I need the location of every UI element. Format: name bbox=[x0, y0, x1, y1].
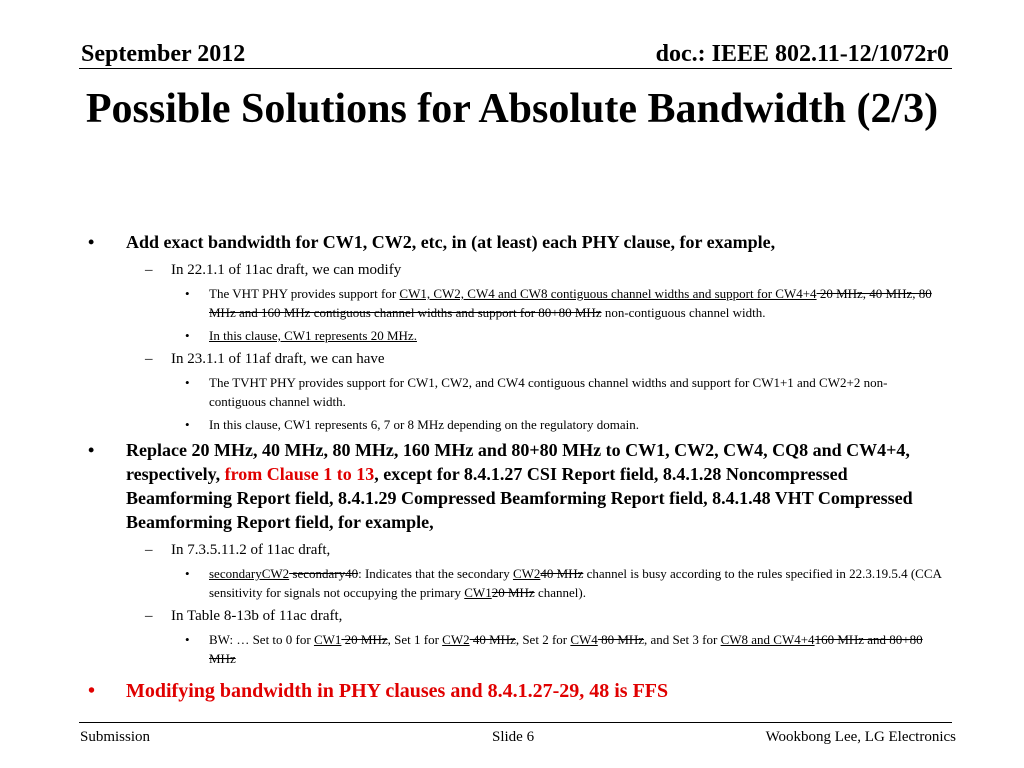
bullet-3-text: Modifying bandwidth in PHY clauses and 8.4.1.27-29, 48 is FFS bbox=[126, 680, 669, 702]
item-1-2-1 bbox=[92, 373, 944, 411]
deleted-text: 160 MHz and 80+80 MHz bbox=[209, 632, 923, 666]
sub-bullet-1-2-text: In 23.1.1 of 11af draft, we can have bbox=[171, 351, 385, 367]
inserted-text: In this clause, CW1 represents 20 MHz. bbox=[209, 328, 417, 343]
bullet-glyph: • bbox=[185, 417, 190, 432]
item-text: BW: … Set to 0 for bbox=[209, 632, 314, 647]
item-text: , Set 1 for bbox=[387, 632, 443, 647]
inserted-text: CW8 and CW4+4 bbox=[720, 632, 815, 647]
inserted-text: CW2 bbox=[512, 566, 541, 581]
dash-glyph: – bbox=[145, 608, 153, 624]
deleted-text: secondary40 bbox=[289, 566, 359, 581]
header-doc-id: doc.: IEEE 802.11-12/1072r0 bbox=[655, 41, 949, 67]
bullet-glyph: • bbox=[88, 680, 96, 702]
deleted-text: 20 MHz, 40 MHz, 80 MHz and 160 MHz contiguous channel widths and support for 80+80 MHz bbox=[209, 286, 932, 320]
bullet-1 bbox=[88, 230, 944, 254]
deleted-text: 20 MHz bbox=[341, 632, 388, 647]
sub-bullet-2-2-text: In Table 8-13b of 11ac draft, bbox=[171, 608, 343, 624]
sub-bullet-2-1 bbox=[92, 540, 944, 560]
item-text: , and Set 3 for bbox=[644, 632, 721, 647]
item-1-1-2 bbox=[92, 326, 944, 345]
dash-glyph: – bbox=[145, 351, 153, 367]
bullet-glyph: • bbox=[185, 566, 190, 581]
header-divider bbox=[79, 68, 952, 69]
item-text: : Indicates that the secondary bbox=[358, 566, 513, 581]
sub-bullet-1-1-text: In 22.1.1 of 11ac draft, we can modify bbox=[171, 262, 402, 278]
sub-bullet-1-1 bbox=[92, 260, 944, 280]
inserted-text: CW1 bbox=[313, 632, 342, 647]
inserted-text: CW1, CW2, CW4 and CW8 contiguous channel widths and support for CW4+4 bbox=[399, 286, 817, 301]
sub-bullet-2-1-text: In 7.3.5.11.2 of 11ac draft, bbox=[171, 542, 331, 558]
item-2-1-1 bbox=[92, 564, 944, 602]
bullet-glyph: • bbox=[88, 440, 95, 460]
inserted-text: CW4 bbox=[570, 632, 598, 647]
bullet-1-text: Add exact bandwidth for CW1, CW2, etc, in (at least) each PHY clause, for example, bbox=[126, 232, 776, 252]
bullet-glyph: • bbox=[185, 632, 190, 647]
sub-bullet-1-2 bbox=[92, 349, 944, 369]
dash-glyph: – bbox=[145, 542, 153, 558]
bullet-glyph: • bbox=[185, 375, 190, 390]
bullet-glyph: • bbox=[185, 328, 190, 343]
deleted-text: 20 MHz bbox=[491, 585, 535, 600]
item-text: channel). bbox=[534, 585, 586, 600]
item-text: The TVHT PHY provides support for CW1, CW2, and CW4 contiguous channel widths and support for CW1+1 and CW2+2 non-contiguous channel width. bbox=[209, 375, 888, 409]
bullet-3-ffs bbox=[88, 678, 944, 704]
item-2-2-1 bbox=[92, 630, 944, 668]
bullet-2 bbox=[88, 438, 944, 534]
bullet-2-text: Replace 20 MHz, 40 MHz, 80 MHz, 160 MHz and 80+80 MHz to CW1, CW2, CW4, CQ8 and CW4+4, respectively, bbox=[126, 440, 910, 484]
slide-number: Slide 6 bbox=[492, 729, 535, 745]
slide-title: Possible Solutions for Absolute Bandwidth (2/3) bbox=[85, 86, 939, 132]
slide-body bbox=[88, 230, 944, 710]
deleted-text: 40 MHz bbox=[540, 566, 584, 581]
footer-author: Wookbong Lee, LG Electronics bbox=[765, 729, 956, 745]
bullet-glyph: • bbox=[185, 286, 190, 301]
item-text: channel is busy according to the rules specified in 22.3.19.5.4 (CCA sensitivity for signals not occupying the primary bbox=[209, 566, 942, 600]
footer-divider bbox=[79, 722, 952, 723]
inserted-text: CW2 bbox=[442, 632, 470, 647]
header-date: September 2012 bbox=[81, 41, 246, 67]
item-text: non-contiguous channel width. bbox=[601, 305, 766, 320]
dash-glyph: – bbox=[145, 262, 153, 278]
footer-left: Submission bbox=[80, 729, 151, 745]
inserted-text: CW1 bbox=[464, 585, 492, 600]
highlight-text: from Clause 1 to 13 bbox=[224, 464, 375, 484]
deleted-text: 80 MHz bbox=[597, 632, 645, 647]
inserted-text: secondaryCW2 bbox=[209, 566, 290, 581]
item-1-2-2 bbox=[92, 415, 944, 434]
sub-bullet-2-2 bbox=[92, 606, 944, 626]
item-text: The VHT PHY provides support for bbox=[209, 286, 400, 301]
bullet-2-text-cont: , except for 8.4.1.27 CSI Report field, 8.4.1.28 Noncompressed Beamforming Report field, 8.4.1.29 Compressed Beamforming Report field, 8.4.1.48 VHT Compressed Beamforming Report field, for example, bbox=[126, 464, 913, 532]
deleted-text: 40 MHz bbox=[469, 632, 516, 647]
bullet-glyph: • bbox=[88, 232, 95, 252]
item-1-1-1 bbox=[92, 284, 944, 322]
item-text: In this clause, CW1 represents 6, 7 or 8 MHz depending on the regulatory domain. bbox=[209, 417, 639, 432]
item-text: , Set 2 for bbox=[515, 632, 571, 647]
